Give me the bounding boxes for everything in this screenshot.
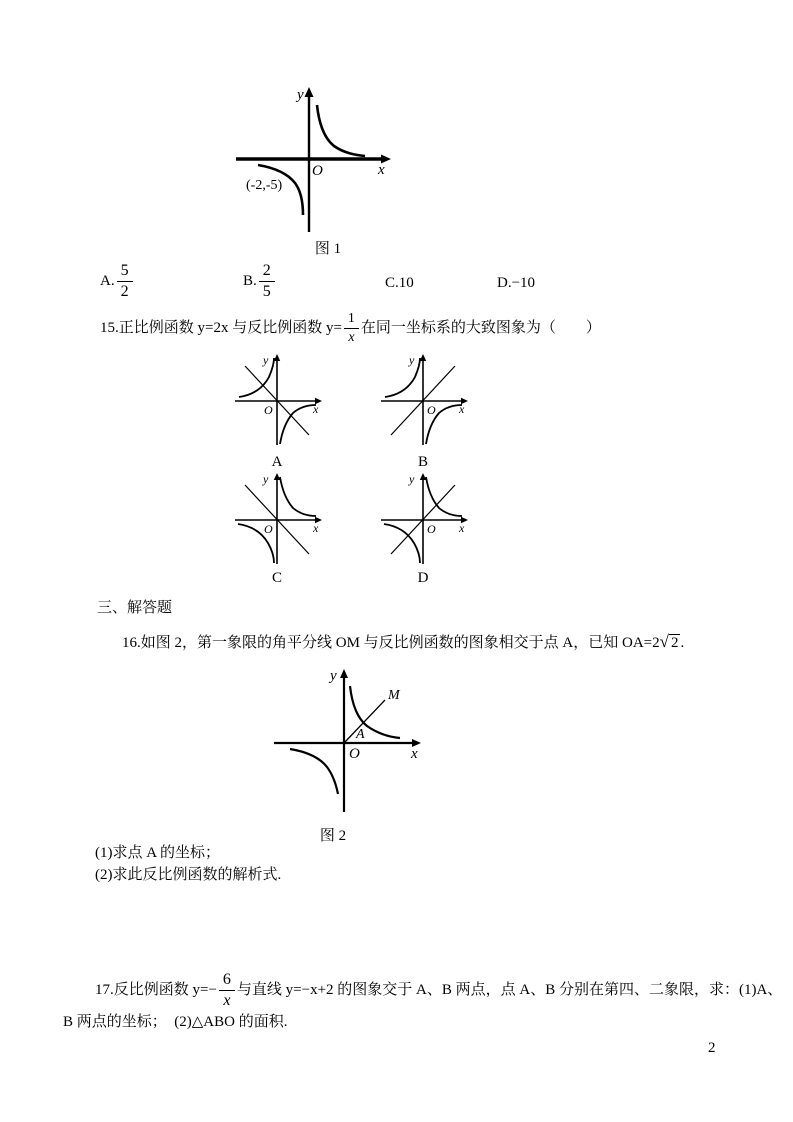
choice-graph-a-label: A: [271, 454, 283, 470]
choice-graph-d: [375, 470, 471, 570]
choice-graph-b-label: B: [417, 454, 428, 470]
choice-graph-c: [229, 470, 325, 570]
fig1-point-label: (-2,-5): [246, 178, 283, 193]
figure1-hyperbola-graph: [224, 84, 394, 242]
graph-b-x-label: x: [459, 402, 465, 416]
q16-sqrt: [660, 632, 681, 653]
option-a-label: A.: [100, 272, 115, 289]
option-b-denominator: 5: [262, 282, 271, 300]
graph-a-origin-label: O: [264, 403, 273, 417]
option-b-numerator: 2: [259, 262, 275, 282]
graph-d-x-label: x: [459, 521, 465, 535]
figure2-caption: 图 2: [319, 828, 347, 844]
fig2-point-a-label: A: [356, 727, 365, 742]
question-15: [100, 306, 601, 350]
q16-text-after: .: [680, 634, 685, 651]
graph-a-y-label: y: [263, 353, 269, 367]
figure1-caption: 图 1: [314, 241, 342, 257]
option-d: D.−10: [497, 275, 536, 291]
fig2-point-m-label: M: [388, 688, 400, 703]
option-a: [100, 258, 135, 304]
fig2-y-arrow-icon: [340, 669, 348, 678]
q16-sqrt-radicand: 2: [670, 635, 679, 652]
q17-fraction: [219, 971, 235, 1009]
fig1-x-label: x: [378, 162, 385, 178]
graph-c-curve-q1: [280, 477, 316, 516]
graph-d-curve-q3: [384, 524, 420, 563]
graph-a-x-label: x: [313, 402, 319, 416]
q17-text-before: 17.反比例函数 y=−: [95, 981, 217, 998]
graph-d-y-label: y: [409, 472, 415, 486]
q17-frac-denominator: x: [223, 991, 231, 1009]
option-b: [243, 258, 277, 304]
q15-text-after: 在同一坐标系的大致图象为（ ）: [360, 319, 601, 336]
q15-frac-denominator: x: [348, 329, 355, 345]
q16-subquestion-1: (1)求点 A 的坐标；: [95, 845, 220, 861]
radical-icon: √: [659, 632, 669, 652]
graph-c-origin-label: O: [264, 522, 273, 536]
figure2-hyperbola-graph: [264, 666, 426, 818]
q16-subquestion-2: (2)求此反比例函数的解析式.: [95, 867, 282, 883]
graph-c-y-arrow-icon: [274, 473, 280, 480]
question-16: [122, 630, 684, 656]
option-b-label: B.: [243, 272, 257, 289]
option-a-denominator: 2: [120, 282, 129, 300]
q17-frac-numerator: 6: [219, 971, 235, 991]
question-17-line1: [95, 966, 782, 1014]
fig2-curve-q3: [290, 749, 338, 794]
fig2-x-label: x: [411, 746, 418, 762]
section-heading: 三、解答题: [97, 600, 173, 616]
q15-frac-numerator: 1: [344, 311, 359, 328]
graph-a-curve-q4: [280, 405, 316, 444]
choice-graph-b: [375, 351, 471, 451]
fig1-curve-q1: [317, 105, 365, 156]
option-b-fraction: [259, 262, 275, 300]
q17-text-after: 与直线 y=−x+2 的图象交于 A、B 两点，点 A、B 分别在第四、二象限，求：(1)A、: [236, 981, 783, 998]
choice-graph-c-label: C: [271, 570, 282, 586]
fig2-origin-label: O: [349, 746, 360, 762]
choice-graph-d-label: D: [417, 570, 429, 586]
fig1-y-label: y: [297, 87, 304, 103]
choice-graph-a: [229, 351, 325, 451]
q16-text-before: 16.如图 2，第一象限的角平分线 OM 与反比例函数的图象相交于点 A，已知 OA=2: [122, 634, 660, 651]
q15-text-before: 15.正比例函数 y=2x 与反比例函数 y=: [100, 319, 342, 336]
graph-b-origin-label: O: [427, 403, 436, 417]
fig1-origin-label: O: [312, 163, 323, 179]
question-17-line2: B 两点的坐标； (2)△ABO 的面积.: [63, 1014, 288, 1030]
q15-fraction: [344, 311, 359, 345]
graph-c-y-label: y: [263, 472, 269, 486]
graph-c-x-label: x: [313, 521, 319, 535]
fig2-y-label: y: [330, 668, 337, 684]
page-number: 2: [708, 1040, 716, 1056]
graph-d-origin-label: O: [427, 522, 436, 536]
option-c: C.10: [385, 275, 414, 291]
graph-d-y-arrow-icon: [420, 473, 426, 480]
graph-b-curve-q2: [385, 358, 420, 397]
fig1-y-arrow-icon: [305, 87, 314, 97]
option-a-fraction: [117, 262, 133, 300]
graph-b-y-label: y: [409, 353, 415, 367]
option-a-numerator: 5: [117, 262, 133, 282]
